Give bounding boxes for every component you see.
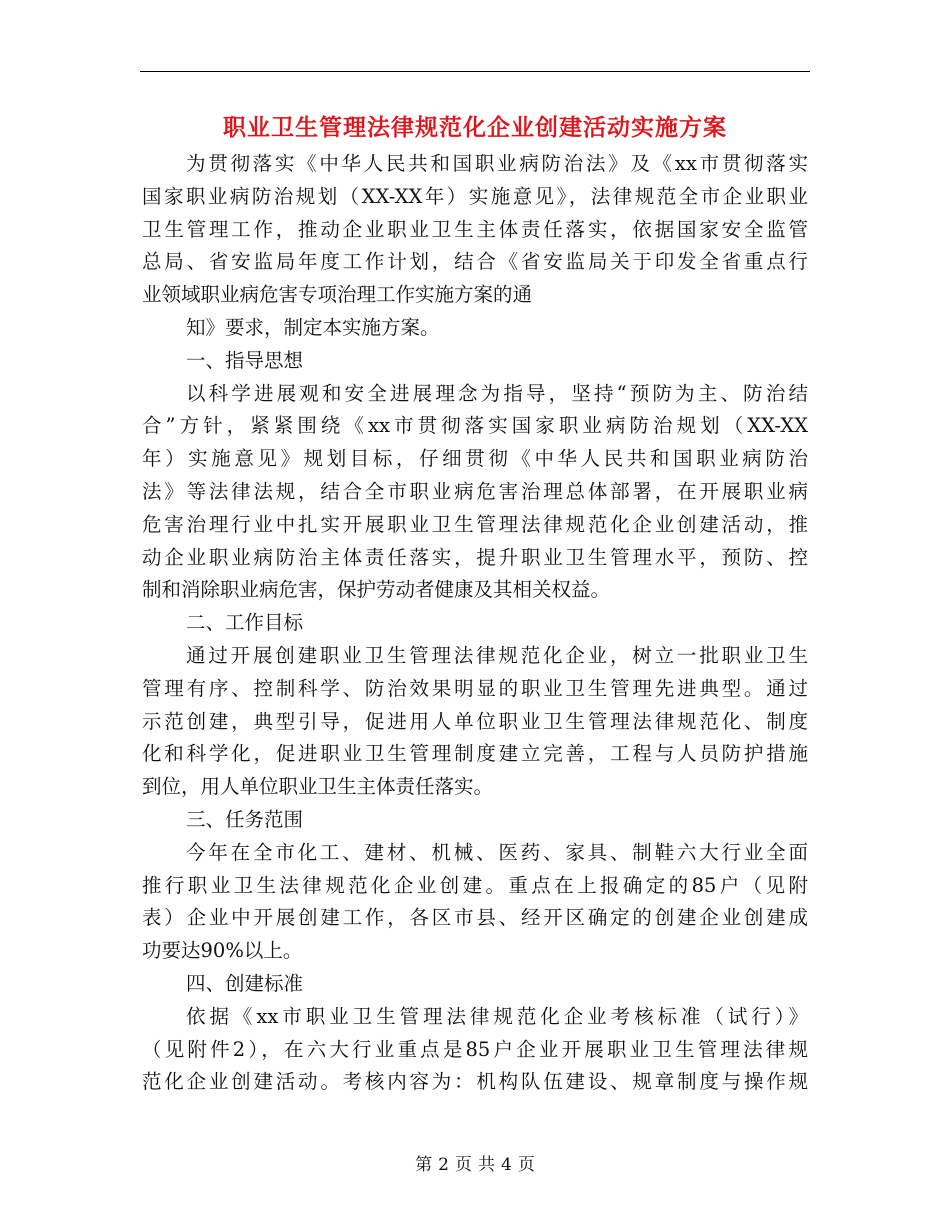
body-line: 四、创建标准 — [186, 971, 304, 995]
document-body — [142, 148, 808, 1099]
body-line: 一、指导思想 — [186, 348, 304, 372]
body-line: 表）企业中开展创建工作，各区市县、经开区确定的创建企业创建成 — [142, 906, 808, 930]
body-line: 功要达90%以上。 — [142, 939, 303, 963]
body-line: 化和科学化，促进职业卫生管理制度建立完善，工程与人员防护措施 — [142, 742, 808, 766]
page-number-footer — [0, 1153, 950, 1177]
body-line: 动企业职业病防治主体责任落实，提升职业卫生管理水平，预防、控 — [142, 545, 808, 569]
body-line: （见附件2），在六大行业重点是85户企业开展职业卫生管理法律规 — [142, 1037, 808, 1061]
body-line: 范化企业创建活动。考核内容为：机构队伍建设、规章制度与操作规 — [142, 1070, 808, 1094]
document-title: 职业卫生管理法律规范化企业创建活动实施方案 — [223, 115, 727, 141]
footer-current-page: 2 — [438, 1155, 449, 1175]
body-line: 三、任务范围 — [186, 807, 304, 831]
body-line: 知》要求，制定本实施方案。 — [186, 315, 440, 339]
footer-suffix: 页 — [517, 1155, 535, 1175]
body-line: 法》等法律法规，结合全市职业病危害治理总体部署，在开展职业病 — [142, 479, 808, 503]
body-line: 到位，用人单位职业卫生主体责任落实。 — [142, 775, 494, 799]
header-rule — [140, 71, 810, 72]
body-line: 国家职业病防治规划（XX-XX年）实施意见》，法律规范全市企业职业 — [142, 184, 808, 208]
body-line: 依据《xx市职业卫生管理法律规范化企业考核标准（试行）》 — [186, 1004, 808, 1028]
body-line: 制和消除职业病危害，保护劳动者健康及其相关权益。 — [142, 578, 611, 602]
body-line: 业领域职业病危害专项治理工作实施方案的通 — [142, 283, 533, 307]
body-line: 危害治理行业中扎实开展职业卫生管理法律规范化企业创建活动，推 — [142, 512, 808, 536]
footer-total-word: 共 — [478, 1155, 495, 1175]
body-line: 年）实施意见》规划目标，仔细贯彻《中华人民共和国职业病防治 — [142, 447, 808, 471]
footer-page-word: 页 — [455, 1155, 472, 1175]
footer-prefix: 第 — [415, 1155, 433, 1175]
body-line: 以科学进展观和安全进展理念为指导，坚持“预防为主、防治结 — [186, 381, 808, 405]
body-line: 二、工作目标 — [186, 611, 304, 635]
body-line: 总局、省安监局年度工作计划，结合《省安监局关于印发全省重点行 — [142, 250, 808, 274]
body-line: 推行职业卫生法律规范化企业创建。重点在上报确定的85户（见附 — [142, 873, 808, 897]
body-line: 今年在全市化工、建材、机械、医药、家具、制鞋六大行业全面 — [186, 840, 808, 864]
body-line: 合”方针，紧紧围绕《xx市贯彻落实国家职业病防治规划（XX-XX — [142, 414, 808, 438]
body-line: 示范创建，典型引导，促进用人单位职业卫生管理法律规范化、制度 — [142, 709, 808, 733]
footer-total-pages: 4 — [501, 1155, 512, 1175]
body-line: 通过开展创建职业卫生管理法律规范化企业，树立一批职业卫生 — [186, 643, 808, 667]
body-line: 管理有序、控制科学、防治效果明显的职业卫生管理先进典型。通过 — [142, 676, 808, 700]
body-line: 为贯彻落实《中华人民共和国职业病防治法》及《xx市贯彻落实 — [186, 152, 808, 175]
body-line: 卫生管理工作，推动企业职业卫生主体责任落实，依据国家安全监管 — [142, 217, 808, 241]
